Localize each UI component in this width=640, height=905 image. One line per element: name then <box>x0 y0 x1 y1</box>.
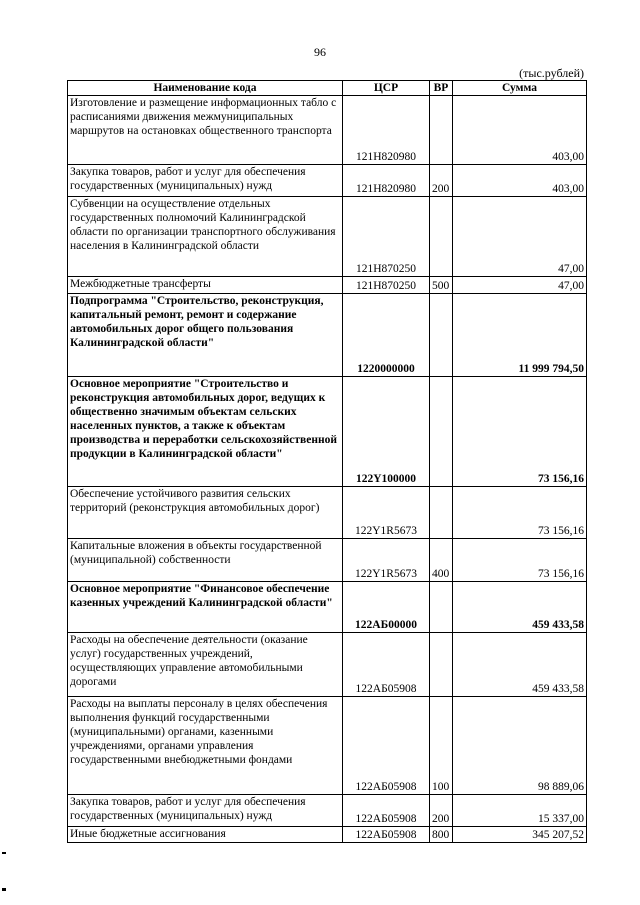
table-row <box>68 294 587 377</box>
row-name: Иные бюджетные ассигнования <box>68 827 343 843</box>
row-code: 122АБ00000 <box>343 582 430 633</box>
row-sum: 459 433,58 <box>453 633 587 697</box>
table-row <box>68 697 587 795</box>
table-row <box>68 165 587 197</box>
table-row <box>68 795 587 827</box>
row-sum: 11 999 794,50 <box>453 294 587 377</box>
row-sum: 47,00 <box>453 277 587 294</box>
row-sum: 73 156,16 <box>453 487 587 539</box>
row-vr <box>430 197 453 277</box>
table-row <box>68 96 587 165</box>
row-code: 121Н820980 <box>343 165 430 197</box>
row-code: 121Н870250 <box>343 197 430 277</box>
row-vr <box>430 633 453 697</box>
row-code: 122Y100000 <box>343 377 430 487</box>
row-code: 1220000000 <box>343 294 430 377</box>
row-code: 121Н870250 <box>343 277 430 294</box>
row-vr: 200 <box>430 795 453 827</box>
row-vr: 200 <box>430 165 453 197</box>
row-name: Основное мероприятие "Финансовое обеспечение казенных учреждений Калининградской области" <box>68 582 343 633</box>
row-sum: 15 337,00 <box>453 795 587 827</box>
row-vr: 400 <box>430 539 453 582</box>
table-header-row <box>68 81 587 96</box>
row-code: 122Y1R5673 <box>343 487 430 539</box>
row-name: Закупка товаров, работ и услуг для обеспечения государственных (муниципальных) нужд <box>68 165 343 197</box>
table-row <box>68 377 587 487</box>
row-vr: 100 <box>430 697 453 795</box>
table-row <box>68 197 587 277</box>
row-name: Субвенции на осуществление отдельных государственных полномочий Калининградской области по организации транспортного обслуживания населения в Калининградской области <box>68 197 343 277</box>
margin-tick-mark <box>2 888 6 891</box>
margin-tick-mark <box>2 852 6 854</box>
table-row <box>68 539 587 582</box>
row-name: Основное мероприятие "Строительство и реконструкция автомобильных дорог, ведущих к общественно значимым объектам сельских населенных пунктов, а также к объектам производства и переработки сельскохозяйственной продукции в Калининградской области" <box>68 377 343 487</box>
header-vr: ВР <box>430 81 453 96</box>
units-label: (тыс.рублей) <box>519 66 584 80</box>
row-name: Межбюджетные трансферты <box>68 277 343 294</box>
row-name: Обеспечение устойчивого развития сельских территорий (реконструкция автомобильных дорог) <box>68 487 343 539</box>
row-code: 122АБ05908 <box>343 827 430 843</box>
row-name: Изготовление и размещение информационных табло с расписаниями движения межмуниципальных маршрутов на остановках общественного транспорта <box>68 96 343 165</box>
row-code: 122Y1R5673 <box>343 539 430 582</box>
table-row <box>68 582 587 633</box>
row-vr: 500 <box>430 277 453 294</box>
page-number: 96 <box>314 45 326 59</box>
budget-table <box>67 80 587 843</box>
row-vr <box>430 487 453 539</box>
row-sum: 73 156,16 <box>453 539 587 582</box>
row-name: Капитальные вложения в объекты государственной (муниципальной) собственности <box>68 539 343 582</box>
row-vr <box>430 582 453 633</box>
row-sum: 403,00 <box>453 96 587 165</box>
row-vr <box>430 377 453 487</box>
row-name: Расходы на обеспечение деятельности (оказание услуг) государственных учреждений, осуществляющих управление автомобильными дорогами <box>68 633 343 697</box>
row-vr <box>430 96 453 165</box>
row-code: 122АБ05908 <box>343 697 430 795</box>
row-code: 121Н820980 <box>343 96 430 165</box>
row-name: Расходы на выплаты персоналу в целях обеспечения выполнения функций государственными (муниципальными) органами, казенными учреждениями, органами управления государственными внебюджетными фондами <box>68 697 343 795</box>
row-name: Закупка товаров, работ и услуг для обеспечения государственных (муниципальных) нужд <box>68 795 343 827</box>
row-code: 122АБ05908 <box>343 795 430 827</box>
row-vr <box>430 294 453 377</box>
table-row <box>68 633 587 697</box>
row-sum: 459 433,58 <box>453 582 587 633</box>
row-name: Подпрограмма "Строительство, реконструкция, капитальный ремонт, ремонт и содержание автомобильных дорог общего пользования Калининградской области" <box>68 294 343 377</box>
row-code: 122АБ05908 <box>343 633 430 697</box>
header-sum: Сумма <box>453 81 587 96</box>
table-row <box>68 827 587 843</box>
row-sum: 345 207,52 <box>453 827 587 843</box>
table-row <box>68 487 587 539</box>
header-name: Наименование кода <box>68 81 343 96</box>
row-sum: 98 889,06 <box>453 697 587 795</box>
row-sum: 73 156,16 <box>453 377 587 487</box>
header-code: ЦСР <box>343 81 430 96</box>
row-sum: 47,00 <box>453 197 587 277</box>
table-row <box>68 277 587 294</box>
row-vr: 800 <box>430 827 453 843</box>
row-sum: 403,00 <box>453 165 587 197</box>
